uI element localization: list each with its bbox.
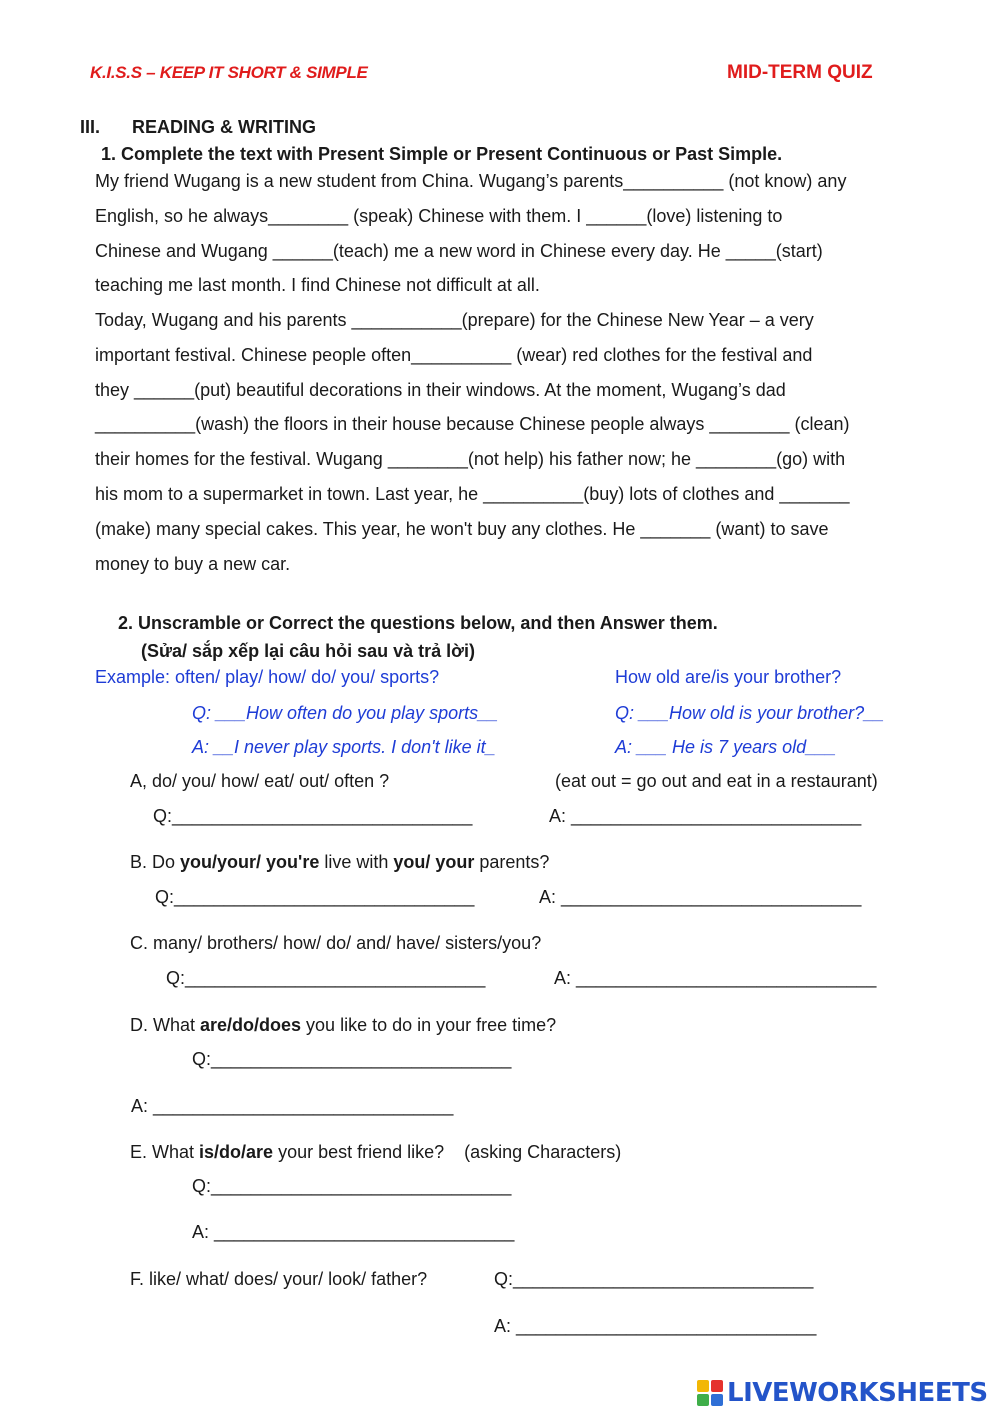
example-right-question: Q: ___How old is your brother?__ (615, 703, 885, 723)
section-title (80, 117, 316, 138)
header-left-title: K.I.S.S – KEEP IT SHORT & SIMPLE (90, 63, 368, 82)
task1-paragraph-2 (95, 303, 940, 581)
task2-heading: 2. Unscramble or Correct the questions below, and then Answer them. (118, 613, 718, 633)
logo-square (711, 1380, 723, 1392)
text-line: his mom to a supermarket in town. Last year, he __________(buy) lots of clothes and _______ (95, 483, 850, 504)
text-line: important festival. Chinese people often__________ (wear) red clothes for the festival and (95, 344, 813, 365)
task1-heading: 1. Complete the text with Present Simple or Present Continuous or Past Simple. (101, 144, 783, 164)
item-b-answer-line[interactable]: A: ______________________________ (539, 887, 862, 907)
item-a-answer-line[interactable]: A: _____________________________ (549, 806, 862, 826)
text-line: __________(wash) the floors in their house because Chinese people always ________ (clean) (95, 414, 850, 435)
header-right-title: MID-TERM QUIZ (727, 62, 873, 83)
text-line: money to buy a new car. (95, 553, 291, 574)
task1-paragraph-1 (95, 164, 940, 303)
item-b-choice-2: you/ your (393, 852, 475, 872)
item-e-prompt (130, 1142, 621, 1163)
item-c-prompt: C. many/ brothers/ how/ do/ and/ have/ sisters/you? (130, 933, 542, 953)
item-d-text: you like to do in your free time? (301, 1015, 557, 1035)
section-number: III. (80, 117, 101, 137)
example-right-prompt: How old are/is your brother? (615, 667, 842, 687)
item-f-prompt: F. like/ what/ does/ your/ look/ father? (130, 1269, 428, 1289)
section-title-text: READING & WRITING (132, 117, 316, 137)
item-e-text: E. What (130, 1142, 200, 1162)
item-b-question-line[interactable]: Q:______________________________ (155, 887, 475, 907)
logo-square (711, 1394, 723, 1406)
item-d-prompt (130, 1015, 556, 1036)
item-b-choice-1: you/your/ you're (180, 852, 320, 872)
example-right-answer: A: ___ He is 7 years old___ (615, 737, 837, 757)
text-line: My friend Wugang is a new student from China. Wugang’s parents__________ (not know) any (95, 171, 847, 191)
text-line: Today, Wugang and his parents ___________(prepare) for the Chinese New Year – a very (95, 310, 814, 330)
text-line: Chinese and Wugang ______(teach) me a new word in Chinese every day. He _____(start) (95, 240, 823, 261)
text-line: English, so he always________ (speak) Chinese with them. I ______(love) listening to (95, 205, 783, 226)
item-a-note: (eat out = go out and eat in a restaurant) (555, 771, 878, 791)
logo-square (697, 1380, 709, 1392)
item-e-choice: is/do/are (199, 1142, 274, 1162)
item-b-text: B. Do (130, 852, 181, 872)
item-e-answer-line[interactable]: A: ______________________________ (192, 1222, 515, 1242)
item-d-text: D. What (130, 1015, 201, 1035)
item-f-answer-line[interactable]: A: ______________________________ (494, 1316, 817, 1336)
item-a-prompt: A, do/ you/ how/ eat/ out/ often ? (130, 771, 390, 791)
logo-grid-icon (697, 1380, 723, 1406)
item-b-text: parents? (474, 852, 550, 872)
item-f-question-line[interactable]: Q:______________________________ (494, 1269, 814, 1289)
logo-text: LIVEWORKSHEETS (727, 1378, 988, 1408)
task2-heading-vietnamese: (Sửa/ sắp xếp lại câu hỏi sau và trả lời) (141, 641, 475, 661)
item-d-answer-line[interactable]: A: ______________________________ (131, 1096, 454, 1116)
text-line: they ______(put) beautiful decorations in their windows. At the moment, Wugang’s dad (95, 379, 786, 400)
item-e-question-line[interactable]: Q:______________________________ (192, 1176, 512, 1196)
item-c-question-line[interactable]: Q:______________________________ (166, 968, 486, 988)
text-line: their homes for the festival. Wugang ________(not help) his father now; he ________(go) with (95, 449, 846, 470)
text-line: teaching me last month. I find Chinese not difficult at all. (95, 275, 540, 296)
item-a-question-line[interactable]: Q:______________________________ (153, 806, 473, 826)
item-b-prompt (130, 852, 549, 873)
liveworksheets-logo[interactable] (697, 1376, 988, 1410)
item-b-text: live with (319, 852, 394, 872)
item-e-text: your best friend like? (asking Characters) (273, 1142, 622, 1162)
example-left-prompt: Example: often/ play/ how/ do/ you/ sports? (95, 667, 440, 687)
text-line: (make) many special cakes. This year, he won't buy any clothes. He _______ (want) to save (95, 518, 829, 539)
item-d-question-line[interactable]: Q:______________________________ (192, 1049, 512, 1069)
item-d-choice: are/do/does (200, 1015, 302, 1035)
item-c-answer-line[interactable]: A: ______________________________ (554, 968, 877, 988)
example-left-answer: A: __I never play sports. I don't like it_ (192, 737, 496, 757)
logo-square (697, 1394, 709, 1406)
example-left-question: Q: ___How often do you play sports__ (192, 703, 499, 723)
